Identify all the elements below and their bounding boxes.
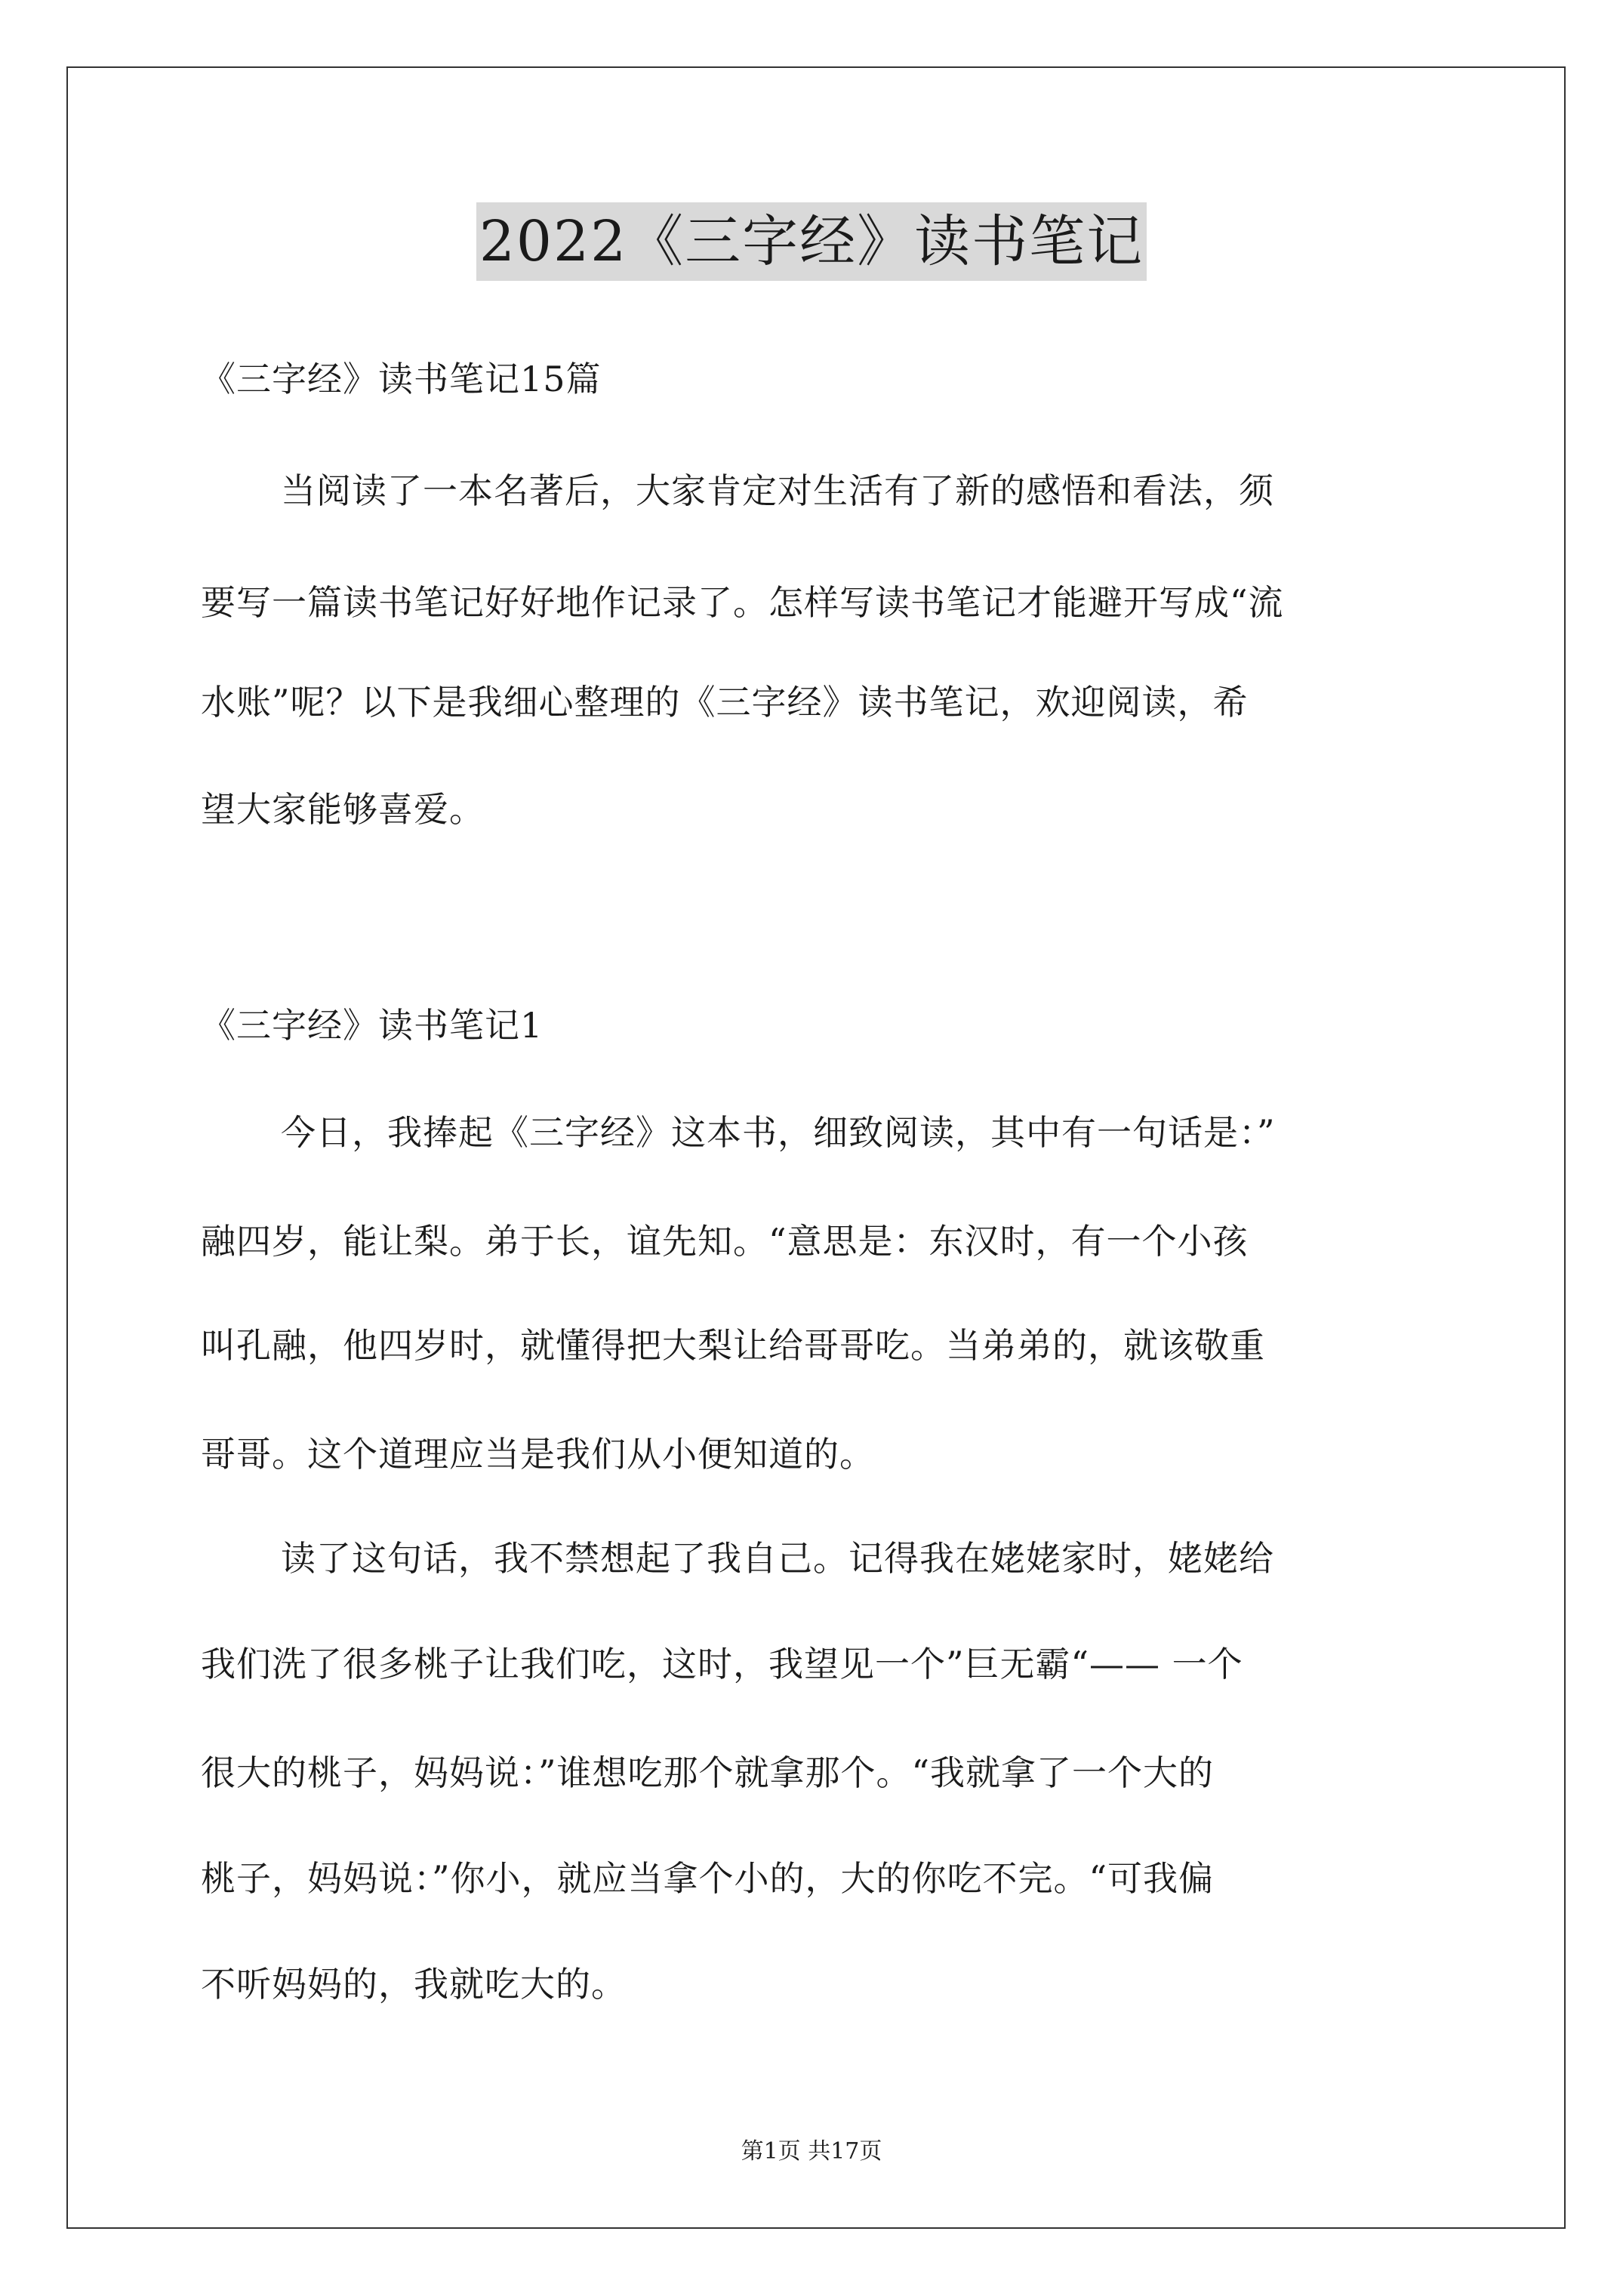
paragraph-line: 融四岁，能让梨。弟于长，谊先知。“意思是：东汉时，有一个小孩 [201,1221,1249,1262]
intro-line: 当阅读了一本名著后，大家肯定对生活有了新的感悟和看法，须 [281,470,1274,511]
intro-line: 望大家能够喜爱。 [201,789,485,830]
paragraph-line: 今日，我捧起《三字经》这本书，细致阅读，其中有一句话是：” [281,1112,1276,1153]
document-subtitle: 《三字经》读书笔记15篇 [201,359,602,399]
paragraph-line: 不听妈妈的，我就吃大的。 [201,1964,627,2005]
section-heading: 《三字经》读书笔记1 [201,1005,544,1046]
paragraph-line: 桃子，妈妈说：”你小，就应当拿个小的，大的你吃不完。“可我偏 [201,1858,1215,1899]
paragraph-line: 哥哥。这个道理应当是我们从小便知道的。 [201,1434,875,1475]
paragraph-line: 我们洗了很多桃子让我们吃，这时，我望见一个”巨无霸“—— 一个 [201,1644,1243,1684]
paragraph-line: 很大的桃子，妈妈说：”谁想吃那个就拿那个。“我就拿了一个大的 [201,1752,1215,1793]
paragraph-line: 叫孔融，他四岁时，就懂得把大梨让给哥哥吃。当弟弟的，就该敬重 [201,1325,1265,1366]
intro-line: 要写一篇读书笔记好好地作记录了。怎样写读书笔记才能避开写成“流 [201,582,1284,623]
document-title: 2022《三字经》读书笔记 [0,202,1623,281]
page-number-footer: 第1页 共17页 [741,2138,882,2165]
paragraph-line: 读了这句话，我不禁想起了我自己。记得我在姥姥家时，姥姥给 [281,1538,1274,1579]
intro-line: 水账”呢？以下是我细心整理的《三字经》读书笔记，欢迎阅读，希 [201,682,1249,723]
